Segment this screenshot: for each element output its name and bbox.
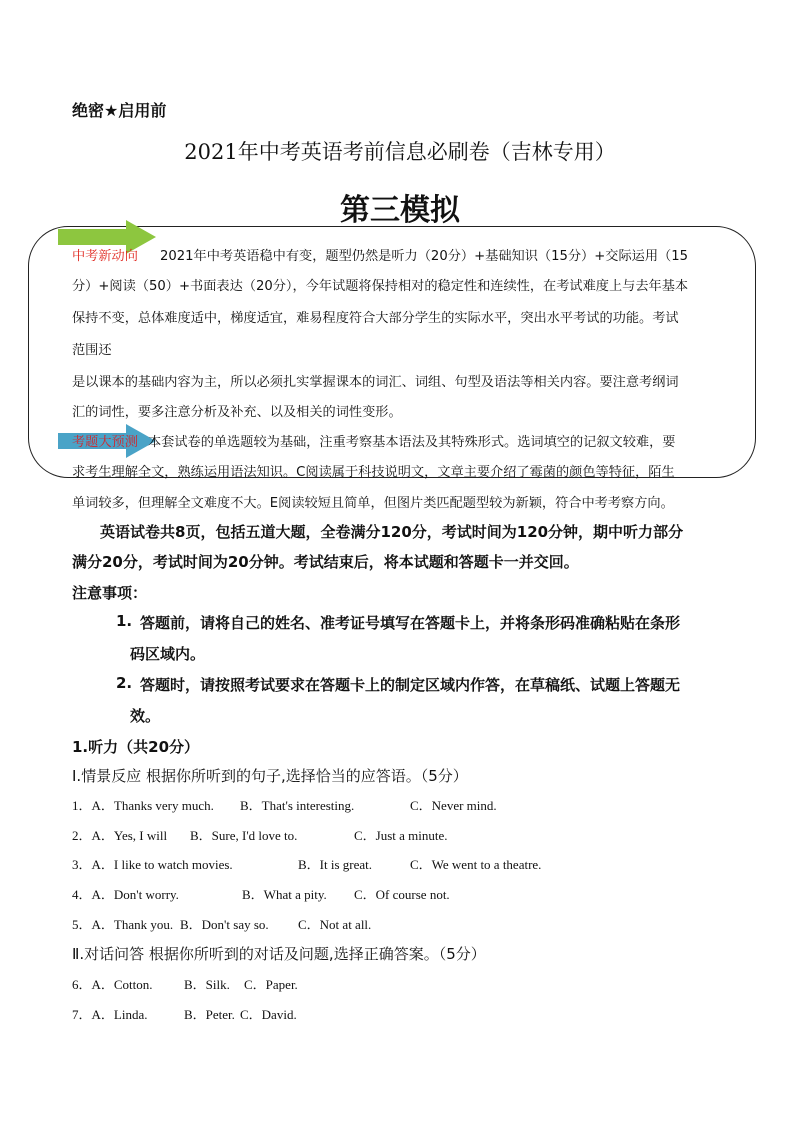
box-line: 分）+阅读（50）+书面表达（20分），今年试题将保持相对的稳定性和连续性，在考试难度上与去年基本 <box>72 279 689 294</box>
box-line: 2021年中考英语稳中有变，题型仍然是听力（20分）+基础知识（15分）+交际运用（15 <box>160 249 688 264</box>
question-4-a: 4．A．Don't worry. <box>72 887 179 902</box>
box-line: 单词较多，但理解全文难度不大。E阅读较短且简单，但图片类匹配题型较为新颖，符合中考考察方向。 <box>72 496 674 511</box>
notice-text: 答题时，请按照考试要求在答题卡上的制定区域内作答，在草稿纸、试题上答题无 <box>140 676 681 694</box>
question-3-c: C．We went to a theatre. <box>410 857 542 872</box>
page-subtitle: 第三模拟 <box>340 193 460 228</box>
question-6-c: C．Paper. <box>244 977 298 992</box>
question-2-a: 2．A．Yes, I will <box>72 828 168 843</box>
intro-line: 满分20分，考试时间为20分钟。考试结束后，将本试题和答题卡一并交回。 <box>72 553 579 571</box>
notice-number: 1. <box>116 612 133 630</box>
notice-heading: 注意事项： <box>72 584 148 602</box>
question-2-c: C．Just a minute. <box>354 828 448 843</box>
confidential-label: 绝密★启用前 <box>72 101 167 120</box>
notice-text: 答题前，请将自己的姓名、准考证号填写在答题卡上，并将条形码准确粘贴在条形 <box>140 614 681 632</box>
tag-new-trend: 中考新动向 <box>72 249 138 264</box>
question-7-c: C．David. <box>240 1007 297 1022</box>
question-1-c: C．Never mind. <box>410 798 497 813</box>
part-heading: Ⅱ.对话问答 根据你所听到的对话及问题,选择正确答案。（5分） <box>72 945 486 963</box>
box-line: 求考生理解全文，熟练运用语法知识。C阅读属于科技说明文，文章主要介绍了霉菌的颜色等特征，陌生 <box>72 465 675 480</box>
tag-prediction: 考题大预测 <box>72 435 138 450</box>
question-5-b: B．Don't say so. <box>180 917 269 932</box>
question-4-b: B．What a pity. <box>242 887 327 902</box>
notice-text: 效。 <box>130 707 161 725</box>
question-7-b: B．Peter. <box>184 1007 235 1022</box>
notice-text: 码区域内。 <box>130 645 206 663</box>
question-2-b: B．Sure, I'd love to. <box>190 828 298 843</box>
question-4-c: C．Of course not. <box>354 887 450 902</box>
notice-number: 2. <box>116 674 133 692</box>
box-line: 范围还 <box>72 343 112 358</box>
question-6-b: B．Silk. <box>184 977 230 992</box>
page-title: 2021年中考英语考前信息必刷卷（吉林专用） <box>184 140 616 164</box>
question-1-b: B．That's interesting. <box>240 798 355 813</box>
box-line: 汇的词性，要多注意分析及补充、以及相关的词性变形。 <box>72 405 402 420</box>
part-heading: Ⅰ.情景反应 根据你所听到的句子,选择恰当的应答语。（5分） <box>72 767 468 785</box>
box-line: 是以课本的基础内容为主，所以必须扎实掌握课本的词汇、词组、句型及语法等相关内容。要注意考纲词 <box>72 375 679 390</box>
question-3-a: 3．A．I like to watch movies. <box>72 857 233 872</box>
section-heading: 1.听力（共20分） <box>72 738 200 756</box>
intro-line: 英语试卷共8页，包括五道大题，全卷满分120分，考试时间为120分钟，期中听力部分 <box>100 523 684 541</box>
question-1-a: 1．A．Thanks very much. <box>72 798 214 813</box>
question-5-a: 5．A．Thank you. <box>72 917 174 932</box>
question-6-a: 6．A．Cotton. <box>72 977 153 992</box>
box-line: 本套试卷的单选题较为基础，注重考察基本语法及其特殊形式。选词填空的记叙文较难，要 <box>148 435 676 450</box>
question-5-c: C．Not at all. <box>298 917 372 932</box>
box-line: 保持不变，总体难度适中，梯度适宜，难易程度符合大部分学生的实际水平，突出水平考试的功能。考试 <box>72 311 679 326</box>
question-3-b: B．It is great. <box>298 857 373 872</box>
question-7-a: 7．A．Linda. <box>72 1007 148 1022</box>
